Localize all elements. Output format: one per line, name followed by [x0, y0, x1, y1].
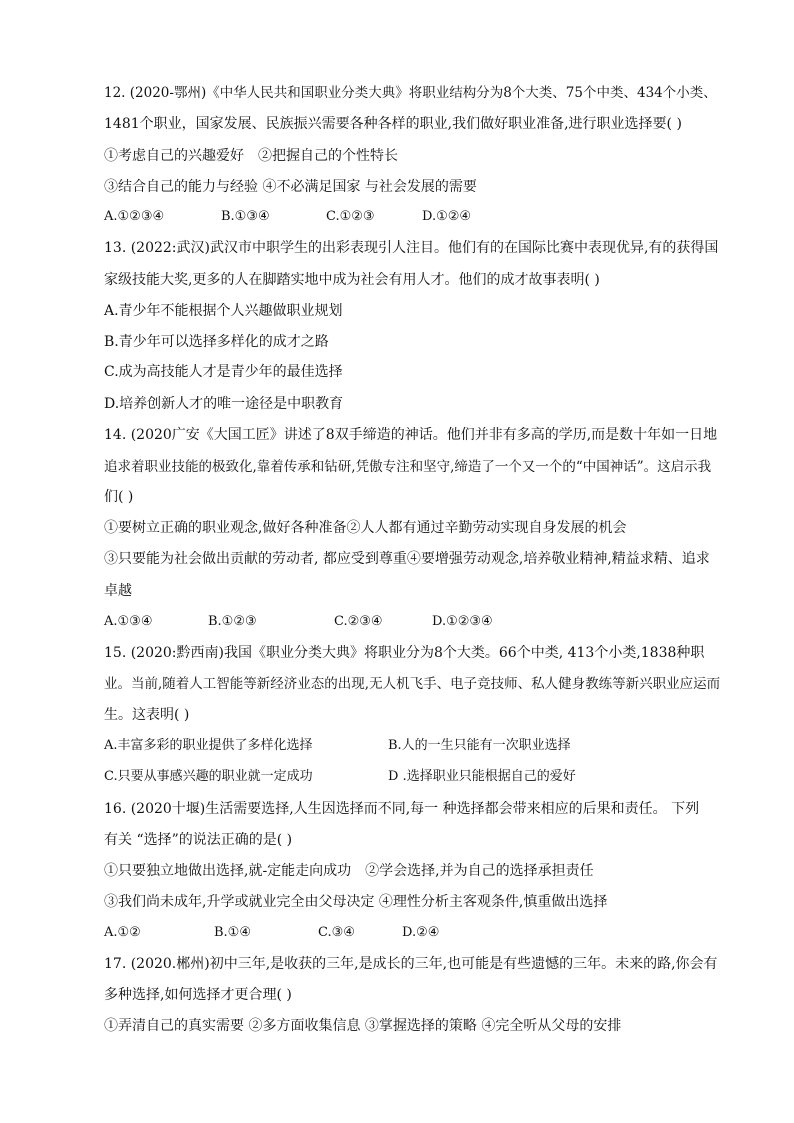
option-c: C.②③④ [334, 614, 383, 629]
question-15-line-3: 生。这表明( ) [104, 707, 190, 723]
question-16-item-1: ①只要独立地做出选择,就-定能走向成功 ②学会选择,并为自己的选择承担责任 [104, 863, 594, 879]
question-14-line-3: 们( ) [104, 489, 134, 505]
question-16-line-2: 有关 “选择”的说法正确的是( ) [104, 832, 293, 848]
question-12-item-2: ③结合自己的能力与经验 ④不必满足国家 与社会发展的需要 [104, 179, 477, 195]
option-d: D.②④ [402, 925, 440, 940]
question-12-line-2: 1481个职业，国家发展、民族振兴需要各种各样的职业,我们做好职业准备,进行职业选择要( ) [104, 116, 682, 132]
option-b: B.人的一生只能有一次职业选择 [388, 738, 571, 753]
option-a: A.①② [104, 925, 141, 940]
question-14-line-1: 14. (2020广安《大国工匠》讲述了8双手缔造的神话。他们并非有多高的学历,而是数十年如一日地 [104, 427, 718, 443]
option-d: D.①②③④ [432, 614, 493, 629]
question-13-line-1: 13. (2022:武汉)武汉市中职学生的出彩表现引人注目。他们有的在国际比赛中表现优异,有的获得国 [104, 240, 719, 256]
option-a: A.①②③④ [104, 209, 165, 224]
question-16-line-1: 16. (2020十堰)生活需要选择,人生因选择而不同,每一 种选择都会带来相应的后果和责任。 下列 [104, 801, 700, 817]
question-15-line-2: 业。当前,随着人工智能等新经济业态的出现,无人机飞手、电子竞技师、私人健身教练等新兴职业应运而 [104, 676, 721, 692]
question-13-line-2: 家级技能大奖,更多的人在脚踏实地中成为社会有用人才。他们的成才故事表明( ) [104, 272, 600, 288]
option-c: C.③④ [318, 925, 355, 940]
question-13-option-c: C.成为高技能人才是青少年的最佳选择 [104, 364, 343, 380]
question-12-line-1: 12. (2020-鄂州)《中华人民共和国职业分类大典》将职业结构分为8个大类、75个中类、434个小类、 [104, 85, 717, 101]
option-b: B.①④ [214, 925, 251, 940]
question-14-item-2-cont: 卓越 [104, 583, 132, 599]
question-13-option-a: A.青少年不能根据个人兴趣做职业规划 [104, 303, 343, 319]
question-14-line-2: 追求着职业技能的极致化,靠着传承和钻研,凭傲专注和坚守,缔造了一个又一个的“中国神话”。这启示我 [104, 459, 712, 475]
option-b: B.①③④ [221, 209, 270, 224]
question-15-line-1: 15. (2020:黔西南)我国《职业分类大典》将职业分为8个大类。66个中类, 413个小类,1838种职 [104, 645, 705, 661]
option-a: A.丰富多彩的职业提供了多样化选择 [104, 738, 313, 753]
question-17-item-1: ①弄清自己的真实需要 ②多方面收集信息 ③掌握选择的策略 ④完全听从父母的安排 [104, 1018, 622, 1034]
option-d: D.①②④ [422, 209, 472, 224]
question-13-option-b: B.青少年可以选择多样化的成才之路 [104, 334, 329, 350]
question-17-line-1: 17. (2020.郴州)初中三年,是收获的三年,是成长的三年,也可能是有些遗憾的三年。未来的路,你会有 [104, 956, 718, 972]
question-12-item-1: ①考虑自己的兴趣爱好 ②把握自己的个性特长 [104, 148, 398, 164]
question-16-item-2: ③我们尚未成年,升学或就业完全由父母决定 ④理性分析主客观条件,慎重做出选择 [104, 894, 608, 910]
question-13-option-d: D.培养创新人才的唯一途径是中职教育 [104, 396, 344, 412]
option-c: C.①②③ [326, 209, 375, 224]
option-a: A.①③④ [104, 614, 153, 629]
question-14-item-2: ③只要能为社会做出贡献的劳动者, 都应受到尊重④要增强劳动观念,培养敬业精神,精益求精、追求 [104, 551, 710, 567]
question-14-item-1: ①要树立正确的职业观念,做好各种准备②人人都有通过辛勤劳动实现自身发展的机会 [104, 520, 627, 536]
option-d: D .选择职业只能根据自己的爱好 [388, 769, 576, 784]
option-c: C.只要从事感兴趣的职业就一定成功 [104, 769, 313, 784]
option-b: B.①②③ [208, 614, 257, 629]
question-17-line-2: 多种选择,如何选择才更合理( ) [104, 987, 292, 1003]
